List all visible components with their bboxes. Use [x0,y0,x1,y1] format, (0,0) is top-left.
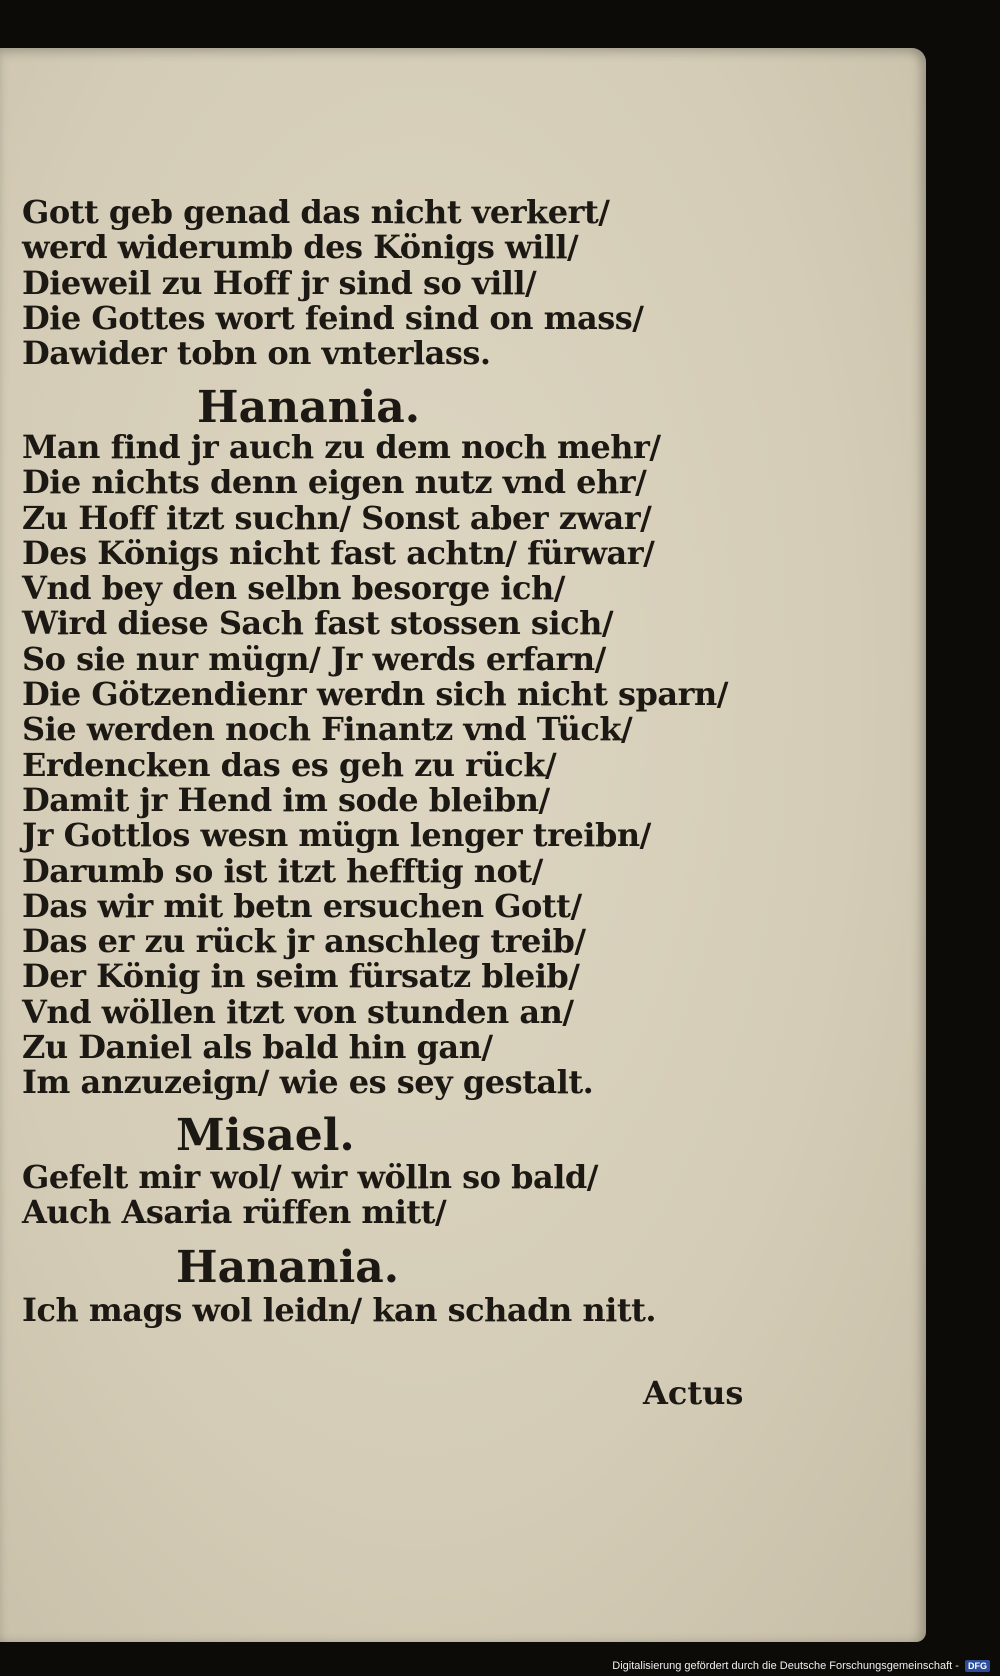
speaker-heading: Misael. [176,1110,355,1161]
verse-line: Zu Hoff itzt suchn/ Sonst aber zwar/ [22,498,652,537]
verse-line: Erdencken das es geh zu rück/ [22,745,557,784]
book-page [0,48,926,1642]
catchword: Actus [643,1374,744,1412]
verse-line: Sie werden noch Finantz vnd Tück/ [22,710,633,749]
verse-line: Wird diese Sach fast stossen sich/ [22,604,614,643]
verse-line: So sie nur mügn/ Jr werds erfarn/ [22,639,606,678]
scan-top-edge [0,0,1000,48]
speaker-heading: Hanania. [176,1242,400,1293]
verse-line: Das wir mit betn ersuchen Gott/ [22,886,582,925]
verse-line: Gefelt mir wol/ wir wölln so bald/ [22,1158,598,1196]
verse-line: Man find jr auch zu dem noch mehr/ [22,428,661,466]
verse-line: Die Gottes wort feind sind on mass/ [22,298,644,337]
verse-line: Zu Daniel als bald hin gan/ [22,1028,493,1067]
dfg-logo: DFG [965,1660,990,1672]
verse-line: Gott geb genad das nicht verkert/ [22,193,610,231]
verse-line: Des Königs nicht fast achtn/ fürwar/ [22,533,655,572]
verse-line: Dieweil zu Hoff jr sind so vill/ [22,263,537,302]
verse-line: Damit jr Hend im sode bleibn/ [22,780,550,819]
verse-line: Jr Gottlos wesn mügn lenger treibn/ [22,816,651,855]
verse-line: Die Götzendienr werdn sich nicht sparn/ [22,675,728,714]
verse-block-3 [22,1160,598,1231]
verse-line: Die nichts denn eigen nutz vnd ehr/ [22,463,647,502]
verse-line: Das er zu rück jr anschleg treib/ [22,922,586,961]
digitization-credit [612,1660,990,1672]
verse-line: Auch Asaria rüffen mitt/ [22,1193,447,1232]
speaker-heading: Hanania. [197,382,421,433]
credit-text: Digitalisierung gefördert durch die Deutsche Forschungsgemeinschaft - [612,1660,959,1672]
verse-line: werd widerumb des Königs will/ [22,228,579,267]
verse-line: Der König in seim fürsatz bleib/ [22,957,580,996]
verse-line: Vnd bey den selbn besorge ich/ [22,569,565,608]
verse-block-1 [22,195,643,371]
verse-line: Dawider tobn on vnterlass. [22,334,491,373]
verse-block-2 [22,430,728,1101]
verse-line: Im anzuzeign/ wie es sey gestalt. [22,1063,594,1102]
verse-block-4 [22,1293,656,1328]
verse-line: Vnd wöllen itzt von stunden an/ [22,992,574,1031]
verse-line: Darumb so ist itzt hefftig not/ [22,851,543,890]
verse-line: Ich mags wol leidn/ kan schadn nitt. [22,1291,657,1329]
